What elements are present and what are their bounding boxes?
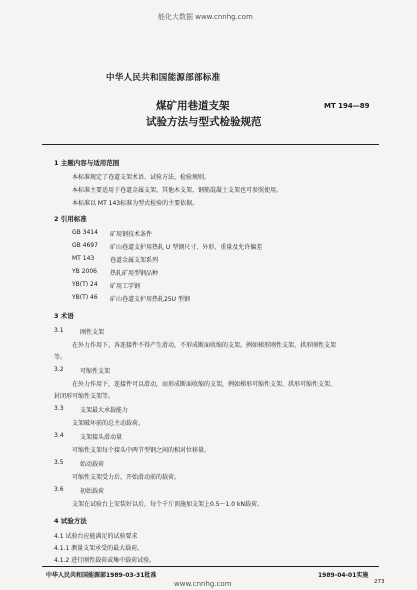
standard-number: MT 194—89 bbox=[324, 102, 370, 110]
implementation-date: 1989-04-01实施 bbox=[318, 572, 369, 579]
ref-title: 矿山巷道支护用热轧 U 型钢尺寸、外形、重量及允许偏差 bbox=[110, 244, 263, 251]
term-3-6-number: 3.6 bbox=[54, 486, 64, 493]
term-3-4-number: 3.4 bbox=[54, 432, 64, 439]
section-4-heading: 4 试验方法 bbox=[54, 517, 87, 525]
page-number: 273 bbox=[374, 579, 385, 585]
section-4-1-2: 4.1.2 进行刚性载荷或集中载荷试验。 bbox=[54, 557, 156, 564]
ref-code: GB 3414 bbox=[72, 229, 98, 236]
section-2-heading: 2 引用标准 bbox=[54, 215, 87, 223]
watermark-top: 能化大数据 www.cnnhg.com bbox=[158, 13, 253, 21]
term-3-1-definition: 在外力作用下，各连接件不得产生滑动，不形成断面收缩的支架。例如梯形刚性支架、拱形刚性支架 bbox=[72, 342, 337, 349]
term-3-3-definition: 支架破坏前的总主动载荷。 bbox=[72, 420, 145, 427]
term-3-4-name: 支架接头滑动量 bbox=[80, 434, 123, 441]
watermark-bottom: www.cnnhg.com bbox=[174, 580, 232, 588]
ref-title: 巷道金属支架系列 bbox=[110, 257, 159, 264]
term-3-1-definition-cont: 等。 bbox=[54, 354, 67, 361]
ref-code: YB(T) 24 bbox=[72, 281, 98, 288]
term-3-5-number: 3.5 bbox=[54, 459, 64, 466]
term-3-6-name: 初始载荷 bbox=[80, 488, 105, 495]
term-3-4-definition: 可缩性支架每个接头中两节型钢之间的相对位移量。 bbox=[72, 447, 211, 454]
ref-title: 矿用工字钢 bbox=[110, 283, 141, 290]
header-rule bbox=[42, 144, 379, 145]
ref-code: YB(T) 46 bbox=[72, 294, 98, 301]
section-4-1: 4.1 试验台应能满足的试验要求 bbox=[54, 533, 138, 540]
approval-date: 中华人民共和国能源部1989-03-31批准 bbox=[46, 572, 157, 579]
ref-code: YB 2006 bbox=[72, 268, 97, 275]
term-3-1-number: 3.1 bbox=[54, 327, 64, 334]
section-3-heading: 3 术语 bbox=[54, 312, 74, 320]
term-3-2-definition: 在外力作用下，连接件可以滑动，而形成断面收缩的支架，例如梯形可缩性支架、拱形可缩性支架、 bbox=[72, 381, 337, 388]
term-3-2-definition-cont: 封闭形可缩性支架等。 bbox=[54, 393, 115, 400]
document-title-line2: 试验方法与型式检验规范 bbox=[146, 116, 262, 128]
ref-title: 矿用钢技术条件 bbox=[110, 231, 153, 238]
section-4-1-1: 4.1.1 测量支架承受的最大载荷。 bbox=[54, 545, 144, 552]
section-1-para-2: 本标准主要适用于巷道金属支架。其他木支架、钢筋混凝土支架也可参照使用。 bbox=[72, 187, 283, 194]
ministry-header: 中华人民共和国能源部部标准 bbox=[106, 73, 221, 83]
term-3-3-number: 3.3 bbox=[54, 405, 64, 412]
term-3-5-definition: 可缩性支架受力后，开始滑动前的载荷。 bbox=[72, 474, 181, 481]
footer-rule bbox=[42, 566, 379, 567]
ref-title: 热轧矿用型钢品种 bbox=[110, 270, 159, 277]
term-3-1-name: 刚性支架 bbox=[80, 329, 105, 336]
section-1-heading: 1 主题内容与适用范围 bbox=[54, 159, 120, 167]
document-title-line1: 煤矿用巷道支架 bbox=[156, 100, 230, 112]
term-3-2-number: 3.2 bbox=[54, 366, 64, 373]
ref-code: GB 4697 bbox=[72, 242, 98, 249]
term-3-5-name: 始动载荷 bbox=[80, 461, 105, 468]
term-3-6-definition: 支架在试验台上安装好以后，每个千斤顶施加支架上0.5～1.0 kN载荷。 bbox=[72, 501, 263, 508]
section-1-para-1: 本标准规定了巷道支架术语、试验方法、检验规则。 bbox=[72, 174, 211, 181]
ref-code: MT 143 bbox=[72, 255, 95, 262]
term-3-3-name: 支架最大承载能力 bbox=[80, 407, 129, 414]
term-3-2-name: 可缩性支架 bbox=[80, 368, 111, 375]
ref-title: 矿山巷道支护用热轧25U 型钢 bbox=[110, 296, 190, 303]
section-1-para-3: 本标准以 MT 143标准为型式检验的主要依据。 bbox=[72, 200, 199, 207]
